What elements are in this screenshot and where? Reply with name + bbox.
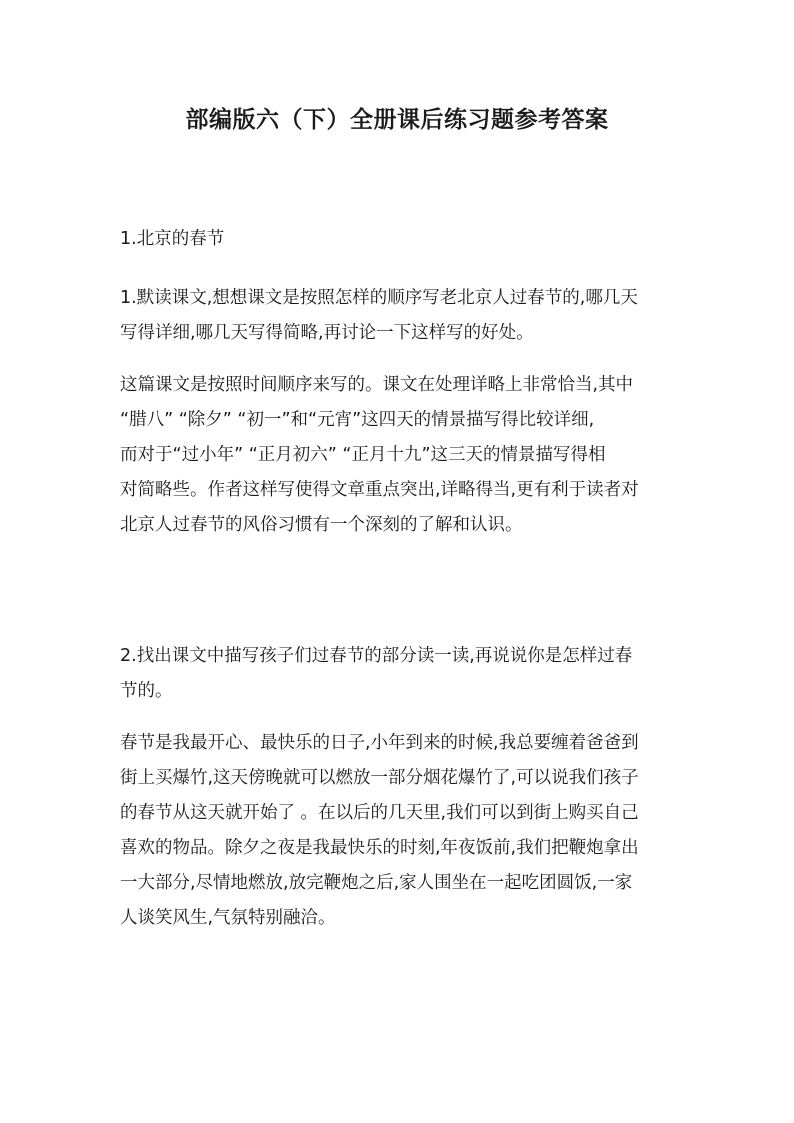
answer-1: 这篇课文是按照时间顺序来写的。课文在处理详略上非常恰当,其中 “腊八” “除夕” “初一”和“元宵”这四天的情景描写得比较详细, 而对于“过小年” “正月初六” “正月十九”这三天的情景描写得相 对简略些。作者这样写使得文章重点突出,详略得当,更有利于读者对 北京人过春节的风俗习惯有一个深刻的了解和认识。: [120, 375, 639, 535]
lesson-title: 1.北京的春节: [120, 229, 225, 249]
answer-2: 春节是我最开心、最快乐的日子,小年到来的时候,我总要缠着爸爸到 街上买爆竹,这天傍晚就可以燃放一部分烟花爆竹了,可以说我们孩子 的春节从这天就开始了 。在以后的几天里,我们可以到街上购买自己 喜欢的物品。除夕之夜是我最快乐的时刻,年夜饭前,我们把鞭炮拿出 一大部分,尽情地燃放,放完鞭炮之后,家人围坐在一起吃团圆饭,一家 人谈笑风生,气氛特别融洽。: [120, 733, 639, 928]
document-title: 部编版六（下）全册课后练习题参考答案: [185, 107, 609, 133]
section-spacer: [120, 559, 680, 639]
question-1: 1.默读课文,想想课文是按照怎样的顺序写老北京人过春节的,哪几天 写得详细,哪几天写得简略,再讨论一下这样写的好处。: [120, 288, 638, 343]
document-body: [120, 222, 680, 952]
question-2: 2.找出课文中描写孩子们过春节的部分读一读,再说说你是怎样过春 节的。: [120, 646, 633, 701]
